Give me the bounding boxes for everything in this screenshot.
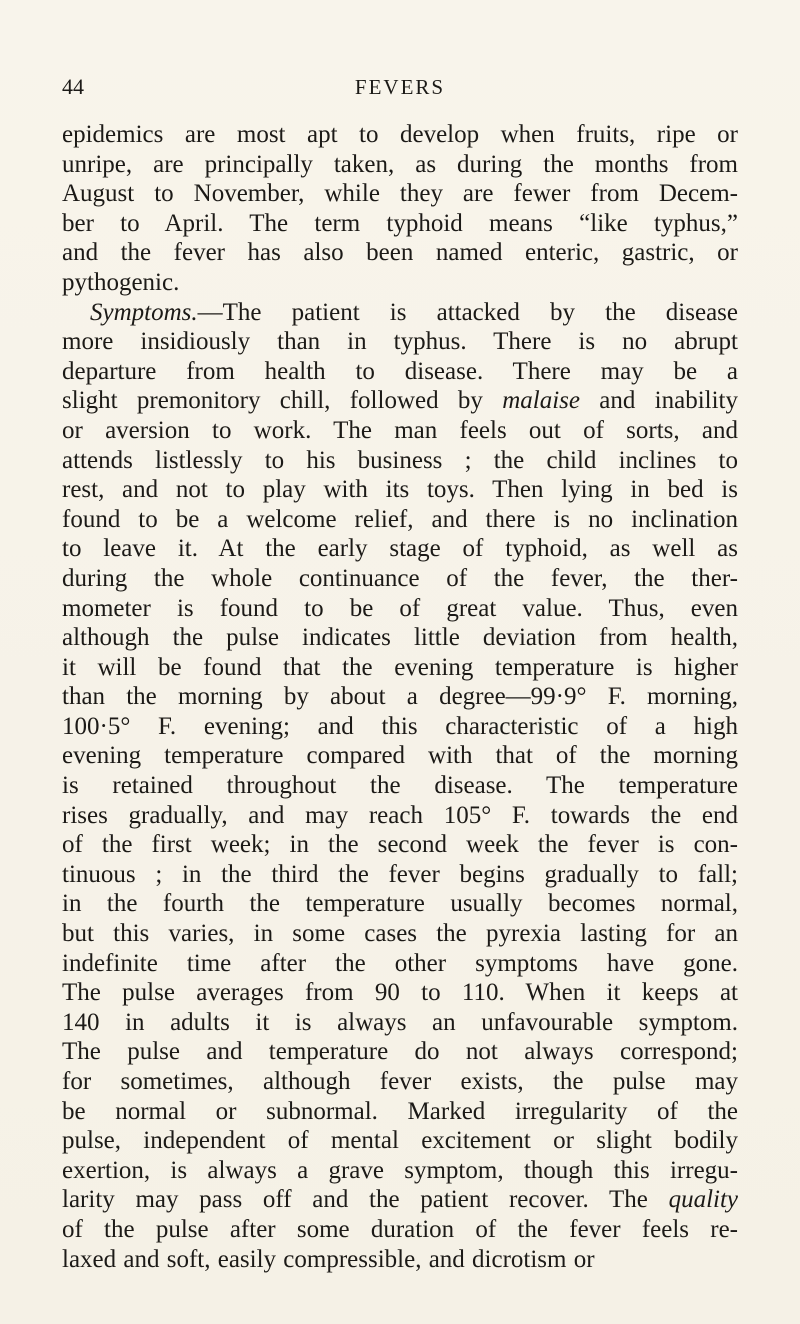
text-line: departure from health to disease. There may be a: [62, 357, 738, 385]
text-line: exertion, is always a grave symptom, though this irregu-: [62, 1156, 738, 1184]
page-header: [62, 72, 738, 102]
text-line: attends listlessly to his business ; the child inclines to: [62, 446, 738, 474]
text-line: it will be found that the evening temperature is higher: [62, 653, 738, 681]
text-line: but this varies, in some cases the pyrexia lasting for an: [62, 920, 738, 948]
text-line: although the pulse indicates little deviation from health,: [62, 624, 738, 652]
text-line: or aversion to work. The man feels out of sorts, and: [62, 416, 738, 444]
malaise-line-after: and inability: [579, 387, 738, 415]
text-line: epidemics are most apt to develop when fruits, ripe or: [62, 121, 738, 148]
text-line: laxed and soft, easily compressible, and dicrotism or: [62, 1245, 595, 1273]
malaise-line-before: slight premonitory chill, followed by: [62, 387, 503, 415]
quality-line: [62, 1185, 738, 1215]
text-line: be normal or subnormal. Marked irregularity of the: [62, 1097, 738, 1125]
body-text: [62, 120, 738, 1274]
symptoms-paragraph-start: [62, 298, 738, 328]
text-line: and the fever has also been named enteric, gastric, or: [62, 239, 738, 267]
page-number: 44: [62, 74, 84, 99]
text-line: pulse, independent of mental excitement or slight bodily: [62, 1127, 738, 1155]
text-line: The pulse and temperature do not always correspond;: [62, 1038, 738, 1066]
text-line: of the pulse after some duration of the fever feels re-: [62, 1215, 738, 1243]
text-line: tinuous ; in the third the fever begins gradually to fall;: [62, 860, 738, 888]
text-line: ber to April. The term typhoid means “like typhus,”: [62, 209, 738, 237]
malaise-word: malaise: [502, 387, 580, 415]
text-line: 140 in adults it is always an unfavourable symptom.: [62, 1008, 738, 1036]
text-line: The pulse averages from 90 to 110. When it keeps at: [62, 979, 738, 1007]
text-line: than the morning by about a degree—99·9° F. morning,: [62, 683, 738, 711]
text-line: indefinite time after the other symptoms have gone.: [62, 949, 738, 977]
text-line: 100·5° F. evening; and this characteristic of a high: [62, 712, 738, 740]
symptoms-line-text: —The patient is attacked by the disease: [197, 298, 738, 326]
text-line: rest, and not to play with its toys. Then lying in bed is: [62, 476, 738, 504]
text-line: of the first week; in the second week the fever is con-: [62, 831, 738, 859]
text-line: unripe, are principally taken, as during the months from: [62, 150, 738, 178]
text-line: to leave it. At the early stage of typhoid, as well as: [62, 535, 738, 563]
malaise-line: [62, 386, 738, 416]
quality-line-before: larity may pass off and the patient recover. The: [62, 1186, 648, 1214]
text-line: more insidiously than in typhus. There is no abrupt: [62, 328, 738, 356]
text-line: is retained throughout the disease. The temperature: [62, 772, 738, 800]
text-line: found to be a welcome relief, and there is no inclination: [62, 505, 738, 533]
text-line: during the whole continuance of the fever, the ther-: [62, 564, 738, 592]
text-line: in the fourth the temperature usually becomes normal,: [62, 890, 738, 918]
symptoms-heading: Symptoms.: [90, 298, 198, 326]
quality-word: quality: [668, 1186, 738, 1214]
text-line: mometer is found to be of great value. Thus, even: [62, 594, 738, 622]
text-line: evening temperature compared with that of the morning: [62, 742, 738, 770]
text-line: August to November, while they are fewer from Decem-: [62, 180, 738, 208]
text-line: rises gradually, and may reach 105° F. towards the end: [62, 801, 738, 829]
text-line: for sometimes, although fever exists, the pulse may: [62, 1068, 738, 1095]
running-title: FEVERS: [354, 75, 446, 99]
text-line: pythogenic.: [62, 268, 180, 296]
